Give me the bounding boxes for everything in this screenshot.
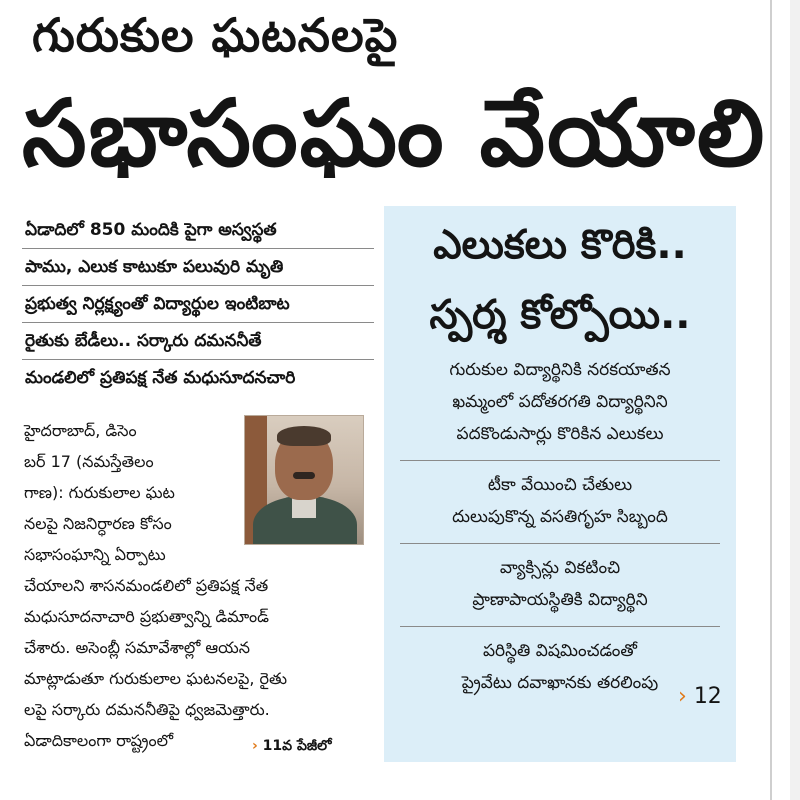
leader-photo [244,415,364,545]
kicker-headline: గురుకుల ఘటనలపై [32,8,399,62]
box-point [400,460,720,543]
subhead: పాము, ఎలుక కాటుకూ పలువురి మృతి [22,249,374,286]
subhead: ఏడాదిలో 850 మందికి పైగా అస్వస్థత [22,212,374,249]
point-line: గురుకుల విద్యార్థినికి నరకయాతన [449,360,671,380]
adjacent-column-edge [790,0,800,800]
subhead: రైతుకు బేడీలు.. సర్కారు దమననీతే [22,323,374,360]
point-line: టీకా వేయించి చేతులు [487,475,633,495]
article-line: ఏడాదికాలంగా రాష్ట్రంలో [24,731,174,750]
box-point [400,626,720,709]
article-line: హైదరాబాద్, డిసెం [24,421,137,440]
article-line: బర్ 17 (నమస్తేతెలం [24,452,154,471]
point-line: ఖమ్మంలో పదోతరగతి విద్యార్థినిని [452,392,668,412]
box-points [400,350,720,709]
point-line: పరిస్థితి విషమించడంతో [482,641,638,661]
box-point [400,543,720,626]
box-title-line1: ఎలుకలు కొరికి.. [433,222,687,268]
subhead: మండలిలో ప్రతిపక్ష నేత మధుసూదనచారి [25,368,296,388]
article-line: గాణ): గురుకులాల ఘట [24,483,175,502]
article-line: నలపై నిజనిర్ధారణ కోసం [24,514,172,533]
arrow-right-icon: › [678,684,687,709]
point-line: పదకొండుసార్లు కొరికిన ఎలుకలు [456,424,664,444]
article-narrow-block [24,415,238,570]
continuation-marker [252,738,332,757]
arrow-right-icon: › [252,738,258,754]
article-line: చేశారు. అసెంబ్లీ సమావేశాల్లో ఆయన [24,638,250,657]
page-pointer [678,684,722,709]
subheads-list [22,212,374,396]
point-line: ప్రాణాపాయస్థితికి విద్యార్థిని [472,590,648,610]
article-line: మాట్లాడుతూ గురుకులాల ఘటనలపై, రైతు [24,669,287,688]
page-number: 12 [693,684,722,709]
column-divider [770,0,772,800]
article-line: సభాసంఘాన్ని ఏర్పాటు [24,545,166,564]
point-line: వ్యాక్సిన్లు వికటించి [499,558,621,578]
point-line: ప్రైవేటు దవాఖానకు తరలింపు [461,673,659,693]
article-line: మధుసూదనాచారి ప్రభుత్వాన్ని డిమాండ్ [24,607,270,626]
article-line: చేయాలని శాసనమండలిలో ప్రతిపక్ష నేత [24,576,269,595]
main-headline: సభాసంఘం వేయాలి [22,80,767,187]
box-title-line2: స్పర్శ కోల్పోయి.. [429,292,691,338]
subhead: ప్రభుత్వ నిర్లక్ష్యంతో విద్యార్థుల ఇంటిబాట [22,286,374,323]
continuation-text: 11వ పేజీలో [262,738,332,754]
article-line: లపై సర్కారు దమననీతిపై ధ్వజమెత్తారు. [24,700,270,719]
point-line: దులుపుకొన్న వసతిగృహ సిబ్బంది [452,507,668,527]
box-point [400,350,720,460]
